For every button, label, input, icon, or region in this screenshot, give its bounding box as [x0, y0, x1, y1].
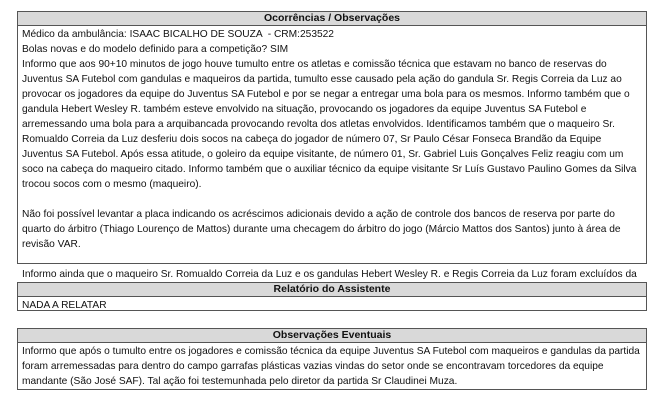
exclusions-paragraph: Informo ainda que o maqueiro Sr. Romualdo Correia da Luz e os gandulas Hebert Wesley R. e Regis Correia da Luz foram excluídos da	[22, 269, 637, 280]
eventual-observations-text: Informo que após o tumulto entre os jogadores e comissão técnica da equipe Juventus SA Futebol com maqueiros e gandulas da partida foram arremessadas para dentro do campo garrafas plásticas vazias vindas do setor onde se encontravam torcedores da equipe mandante (São José SAF). Tal ação foi testemunhada pelo diretor da partida Sr Claudinei Muza.	[22, 346, 643, 387]
eventual-observations-header: Observações Eventuais	[18, 329, 646, 343]
stoppage-time-paragraph: Não foi possível levantar a placa indicando os acréscimos adicionais devido a ação de controle dos bancos de reserva por parte do quarto do árbitro (Thiago Lourenço de Mattos) durante uma checagem do árbitro do jogo (Márcio Mattos dos Santos) junto à área de revisão VAR.	[22, 209, 624, 250]
assistant-report-section	[17, 282, 647, 311]
assistant-report-body	[18, 297, 646, 315]
balls-question-line: Bolas novas e do modelo definido para a competição? SIM	[22, 44, 289, 55]
eventual-observations-section	[17, 328, 647, 390]
occurrences-section	[17, 11, 647, 280]
occurrences-header: Ocorrências / Observações	[18, 12, 646, 26]
assistant-report-text: NADA A RELATAR	[22, 300, 107, 311]
eventual-observations-body	[18, 343, 646, 391]
incident-paragraph: Informo que aos 90+10 minutos de jogo houve tumulto entre os atletas e comissão técnica que estavam no banco de reservas do Juventus SA Futebol com gandulas e maqueiros da partida, tumulto esse causado pela ação do gandula Sr. Regis Correia da Luz ao provocar os jogadores da equipe do Juventus SA Futebol e por se negar a entregar uma bola para os mesmos. Informo também que o gandula Hebert Wesley R. também esteve envolvido na situação, provocando os jogadores da equipe Juventus SA Futebol e arremessando uma bola para a arquibancada provocando revolta dos atletas envolvidos. Identificamos também que o maqueiro Sr. Romualdo Correia da Luz desferiu dois socos na cabeça do jogador de número 07, Sr Paulo César Fonseca Brandão da Equipe Juventus SA Futebol. Após essa atitude, o goleiro da equipe visitante, de número 01, Sr. Gabriel Luis Gonçalves Feliz reagiu com um soco na cabeça do maqueiro citado. Informo também que o auxiliar técnico da equipe visitante Sr Luís Gustavo Paulino Gomes da Silva trocou socos com o mesmo (maqueiro).	[22, 59, 640, 190]
occurrences-body	[18, 26, 646, 299]
assistant-report-header: Relatório do Assistente	[18, 283, 646, 297]
ambulance-doctor-line: Médico da ambulância: ISAAC BICALHO DE SOUZA - CRM:253522	[22, 29, 334, 40]
